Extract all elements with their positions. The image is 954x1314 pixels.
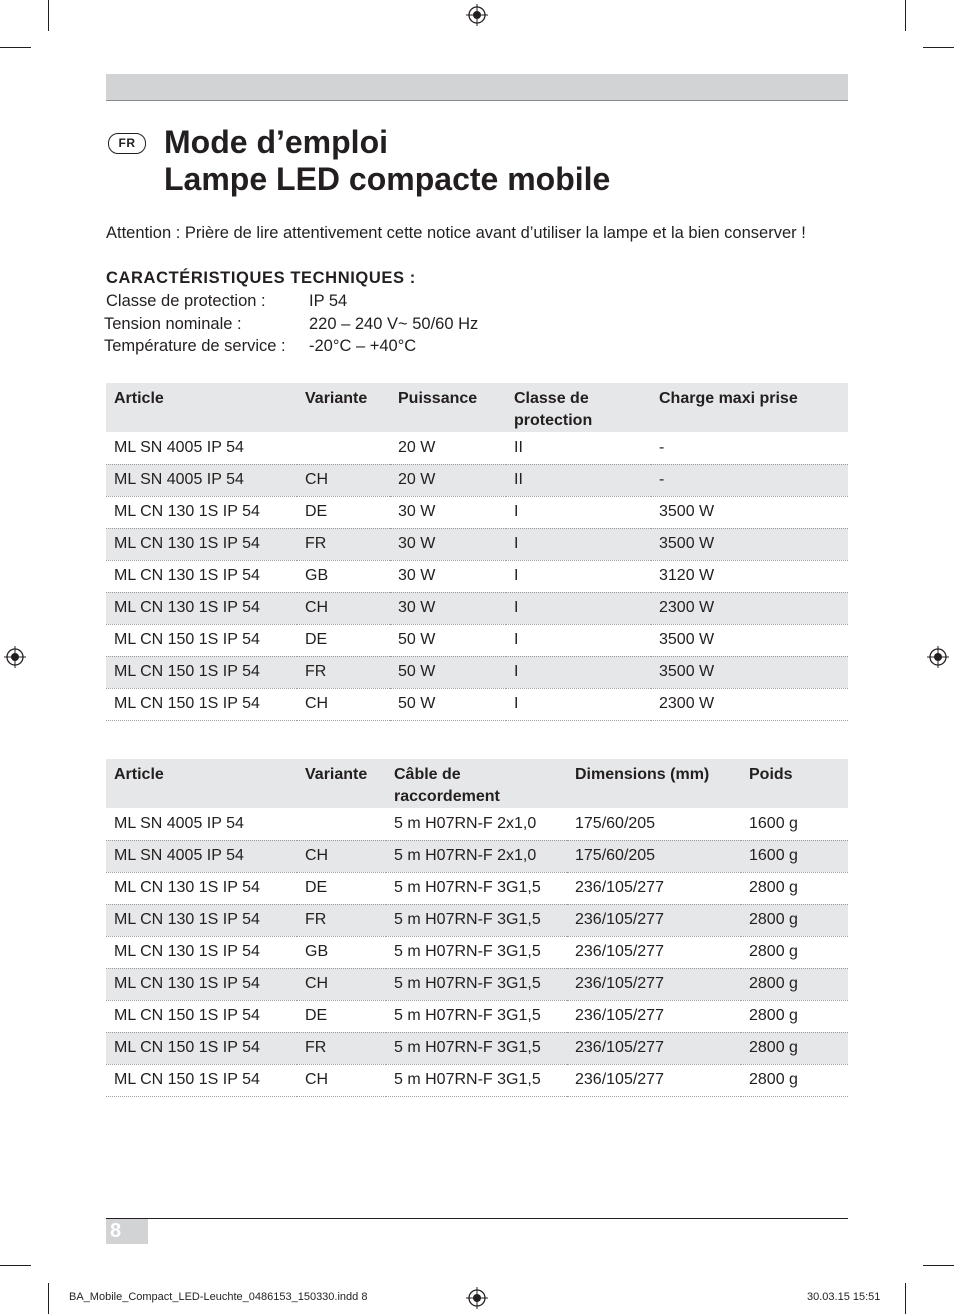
table-cell: 50 W bbox=[390, 656, 506, 688]
table-cell: DE bbox=[297, 1000, 386, 1032]
spec-value: 220 – 240 V~ 50/60 Hz bbox=[309, 315, 479, 333]
title-line-2: Lampe LED compacte mobile bbox=[164, 161, 611, 197]
spec-value: IP 54 bbox=[309, 292, 348, 310]
table-cell: 2800 g bbox=[741, 968, 848, 1000]
table-cell: 5 m H07RN-F 3G1,5 bbox=[386, 968, 567, 1000]
table-cell: ML CN 130 1S IP 54 bbox=[106, 968, 297, 1000]
table-cell: ML CN 150 1S IP 54 bbox=[106, 1032, 297, 1064]
table-cell: 2800 g bbox=[741, 904, 848, 936]
table-cell: 5 m H07RN-F 2x1,0 bbox=[386, 808, 567, 840]
title-line-1: Mode d’emploi bbox=[164, 124, 388, 160]
table-cell: 5 m H07RN-F 3G1,5 bbox=[386, 904, 567, 936]
spec-label: Tension nominale : bbox=[104, 315, 242, 333]
table-cell: ML CN 130 1S IP 54 bbox=[106, 528, 297, 560]
table-row bbox=[106, 936, 848, 968]
table-cell: CH bbox=[297, 840, 386, 872]
table-cell: 2800 g bbox=[741, 1032, 848, 1064]
crop-mark bbox=[0, 1265, 31, 1266]
table-row bbox=[106, 688, 848, 720]
table-cell: DE bbox=[297, 624, 390, 656]
table-cell: CH bbox=[297, 1064, 386, 1096]
table-cell: FR bbox=[297, 1032, 386, 1064]
column-header: Article bbox=[106, 759, 297, 808]
table-cell: 30 W bbox=[390, 592, 506, 624]
spec-value: -20°C – +40°C bbox=[309, 337, 417, 355]
column-header: Puissance bbox=[390, 383, 506, 432]
table-cell: ML CN 150 1S IP 54 bbox=[106, 1064, 297, 1096]
table-cell: 236/105/277 bbox=[567, 1064, 741, 1096]
table-cell: ML CN 130 1S IP 54 bbox=[106, 936, 297, 968]
crop-mark bbox=[923, 1265, 954, 1266]
table-cell: ML SN 4005 IP 54 bbox=[106, 808, 297, 840]
table-cell: 3500 W bbox=[651, 656, 848, 688]
table-cell: I bbox=[506, 624, 651, 656]
table-cell: I bbox=[506, 560, 651, 592]
table-row bbox=[106, 496, 848, 528]
table-header-row bbox=[106, 383, 848, 432]
table-cell: 236/105/277 bbox=[567, 872, 741, 904]
table-cell: 3120 W bbox=[651, 560, 848, 592]
table-cell: ML CN 150 1S IP 54 bbox=[106, 624, 297, 656]
table-cell: II bbox=[506, 432, 651, 464]
registration-mark-icon bbox=[466, 1287, 488, 1309]
table-cell: 2800 g bbox=[741, 936, 848, 968]
table-cell bbox=[297, 432, 390, 464]
table-cell: DE bbox=[297, 496, 390, 528]
crop-mark bbox=[0, 47, 31, 48]
table-cell: 175/60/205 bbox=[567, 840, 741, 872]
table-cell: 3500 W bbox=[651, 528, 848, 560]
table-row bbox=[106, 464, 848, 496]
table-cell: CH bbox=[297, 464, 390, 496]
table-cell: 1600 g bbox=[741, 840, 848, 872]
table-cell: 236/105/277 bbox=[567, 904, 741, 936]
table-cell bbox=[297, 808, 386, 840]
spec-label: Classe de protection : bbox=[106, 292, 266, 310]
table-cell: 5 m H07RN-F 3G1,5 bbox=[386, 1000, 567, 1032]
table-cell: 2800 g bbox=[741, 1064, 848, 1096]
table-cell: ML CN 130 1S IP 54 bbox=[106, 560, 297, 592]
table-cell: 236/105/277 bbox=[567, 1000, 741, 1032]
table-cell: CH bbox=[297, 968, 386, 1000]
table-cell: I bbox=[506, 496, 651, 528]
table-cell: FR bbox=[297, 528, 390, 560]
table-cell: 2300 W bbox=[651, 592, 848, 624]
column-header: Variante bbox=[297, 759, 386, 808]
header-bar bbox=[106, 74, 848, 101]
table-cell: GB bbox=[297, 936, 386, 968]
page-title bbox=[164, 124, 610, 198]
table-cell: 20 W bbox=[390, 464, 506, 496]
crop-mark bbox=[48, 0, 49, 31]
table-row bbox=[106, 904, 848, 936]
table-row bbox=[106, 872, 848, 904]
table-row bbox=[106, 592, 848, 624]
column-header: Article bbox=[106, 383, 297, 432]
table-cell: ML CN 150 1S IP 54 bbox=[106, 688, 297, 720]
table-row bbox=[106, 808, 848, 840]
table-cell: ML CN 130 1S IP 54 bbox=[106, 904, 297, 936]
table-cell: 5 m H07RN-F 2x1,0 bbox=[386, 840, 567, 872]
table-row bbox=[106, 432, 848, 464]
table-cell: 175/60/205 bbox=[567, 808, 741, 840]
table-cell: ML CN 130 1S IP 54 bbox=[106, 872, 297, 904]
registration-mark-icon bbox=[4, 646, 26, 668]
column-header: Charge maxi prise bbox=[651, 383, 848, 432]
table-cell: 1600 g bbox=[741, 808, 848, 840]
table-cell: - bbox=[651, 464, 848, 496]
tech-specs-heading: CARACTÉRISTIQUES TECHNIQUES : bbox=[106, 269, 416, 287]
registration-mark-icon bbox=[927, 646, 949, 668]
table-cell: I bbox=[506, 592, 651, 624]
footer-rule bbox=[106, 1218, 848, 1219]
table-cell: ML SN 4005 IP 54 bbox=[106, 464, 297, 496]
column-header: Câble de raccordement bbox=[386, 759, 567, 808]
table-row bbox=[106, 528, 848, 560]
table-cell: 3500 W bbox=[651, 496, 848, 528]
crop-mark bbox=[48, 1283, 49, 1314]
table-cell: CH bbox=[297, 592, 390, 624]
table-cell: 50 W bbox=[390, 624, 506, 656]
column-header: Classe de protection bbox=[506, 383, 651, 432]
crop-mark bbox=[905, 1283, 906, 1314]
table-cell: GB bbox=[297, 560, 390, 592]
crop-mark bbox=[905, 0, 906, 31]
table-cell: 2300 W bbox=[651, 688, 848, 720]
table-cell: FR bbox=[297, 904, 386, 936]
attention-note: Attention : Prière de lire attentivement cette notice avant d’utiliser la lampe et la bien conserver ! bbox=[106, 224, 806, 242]
table-cell: 5 m H07RN-F 3G1,5 bbox=[386, 1032, 567, 1064]
table-cell: 30 W bbox=[390, 560, 506, 592]
table-row bbox=[106, 840, 848, 872]
table-row bbox=[106, 656, 848, 688]
table-cell: ML SN 4005 IP 54 bbox=[106, 840, 297, 872]
language-badge: FR bbox=[108, 133, 146, 154]
table-cell: 236/105/277 bbox=[567, 1032, 741, 1064]
table-cell: II bbox=[506, 464, 651, 496]
table-cell: ML CN 130 1S IP 54 bbox=[106, 592, 297, 624]
table-cell: DE bbox=[297, 872, 386, 904]
table-header-row bbox=[106, 759, 848, 808]
spec-label: Température de service : bbox=[104, 337, 286, 355]
table-row bbox=[106, 1064, 848, 1096]
table-cell: I bbox=[506, 528, 651, 560]
table-cell: ML SN 4005 IP 54 bbox=[106, 432, 297, 464]
table-cell: 3500 W bbox=[651, 624, 848, 656]
column-header: Poids bbox=[741, 759, 848, 808]
column-header: Variante bbox=[297, 383, 390, 432]
power-specs-table bbox=[106, 383, 848, 721]
table-cell: 5 m H07RN-F 3G1,5 bbox=[386, 936, 567, 968]
table-cell: FR bbox=[297, 656, 390, 688]
table-row bbox=[106, 1000, 848, 1032]
table-cell: ML CN 150 1S IP 54 bbox=[106, 656, 297, 688]
table-cell: I bbox=[506, 688, 651, 720]
table-cell: 236/105/277 bbox=[567, 968, 741, 1000]
table-cell: 30 W bbox=[390, 528, 506, 560]
table-cell: CH bbox=[297, 688, 390, 720]
table-cell: ML CN 130 1S IP 54 bbox=[106, 496, 297, 528]
table-cell: 5 m H07RN-F 3G1,5 bbox=[386, 872, 567, 904]
table-row bbox=[106, 560, 848, 592]
registration-mark-icon bbox=[466, 4, 488, 26]
table-cell: 20 W bbox=[390, 432, 506, 464]
table-cell: I bbox=[506, 656, 651, 688]
slug-date: 30.03.15 15:51 bbox=[807, 1291, 881, 1303]
table-cell: 5 m H07RN-F 3G1,5 bbox=[386, 1064, 567, 1096]
table-row bbox=[106, 624, 848, 656]
crop-mark bbox=[923, 47, 954, 48]
table-cell: 30 W bbox=[390, 496, 506, 528]
table-cell: 50 W bbox=[390, 688, 506, 720]
column-header: Dimensions (mm) bbox=[567, 759, 741, 808]
table-cell: 236/105/277 bbox=[567, 936, 741, 968]
table-cell: 2800 g bbox=[741, 1000, 848, 1032]
table-cell: ML CN 150 1S IP 54 bbox=[106, 1000, 297, 1032]
page-number: 8 bbox=[106, 1219, 148, 1244]
slug-filename: BA_Mobile_Compact_LED-Leuchte_0486153_150330.indd 8 bbox=[69, 1291, 368, 1303]
dimensions-table bbox=[106, 759, 848, 1097]
table-row bbox=[106, 1032, 848, 1064]
table-cell: 2800 g bbox=[741, 872, 848, 904]
table-row bbox=[106, 968, 848, 1000]
table-cell: - bbox=[651, 432, 848, 464]
